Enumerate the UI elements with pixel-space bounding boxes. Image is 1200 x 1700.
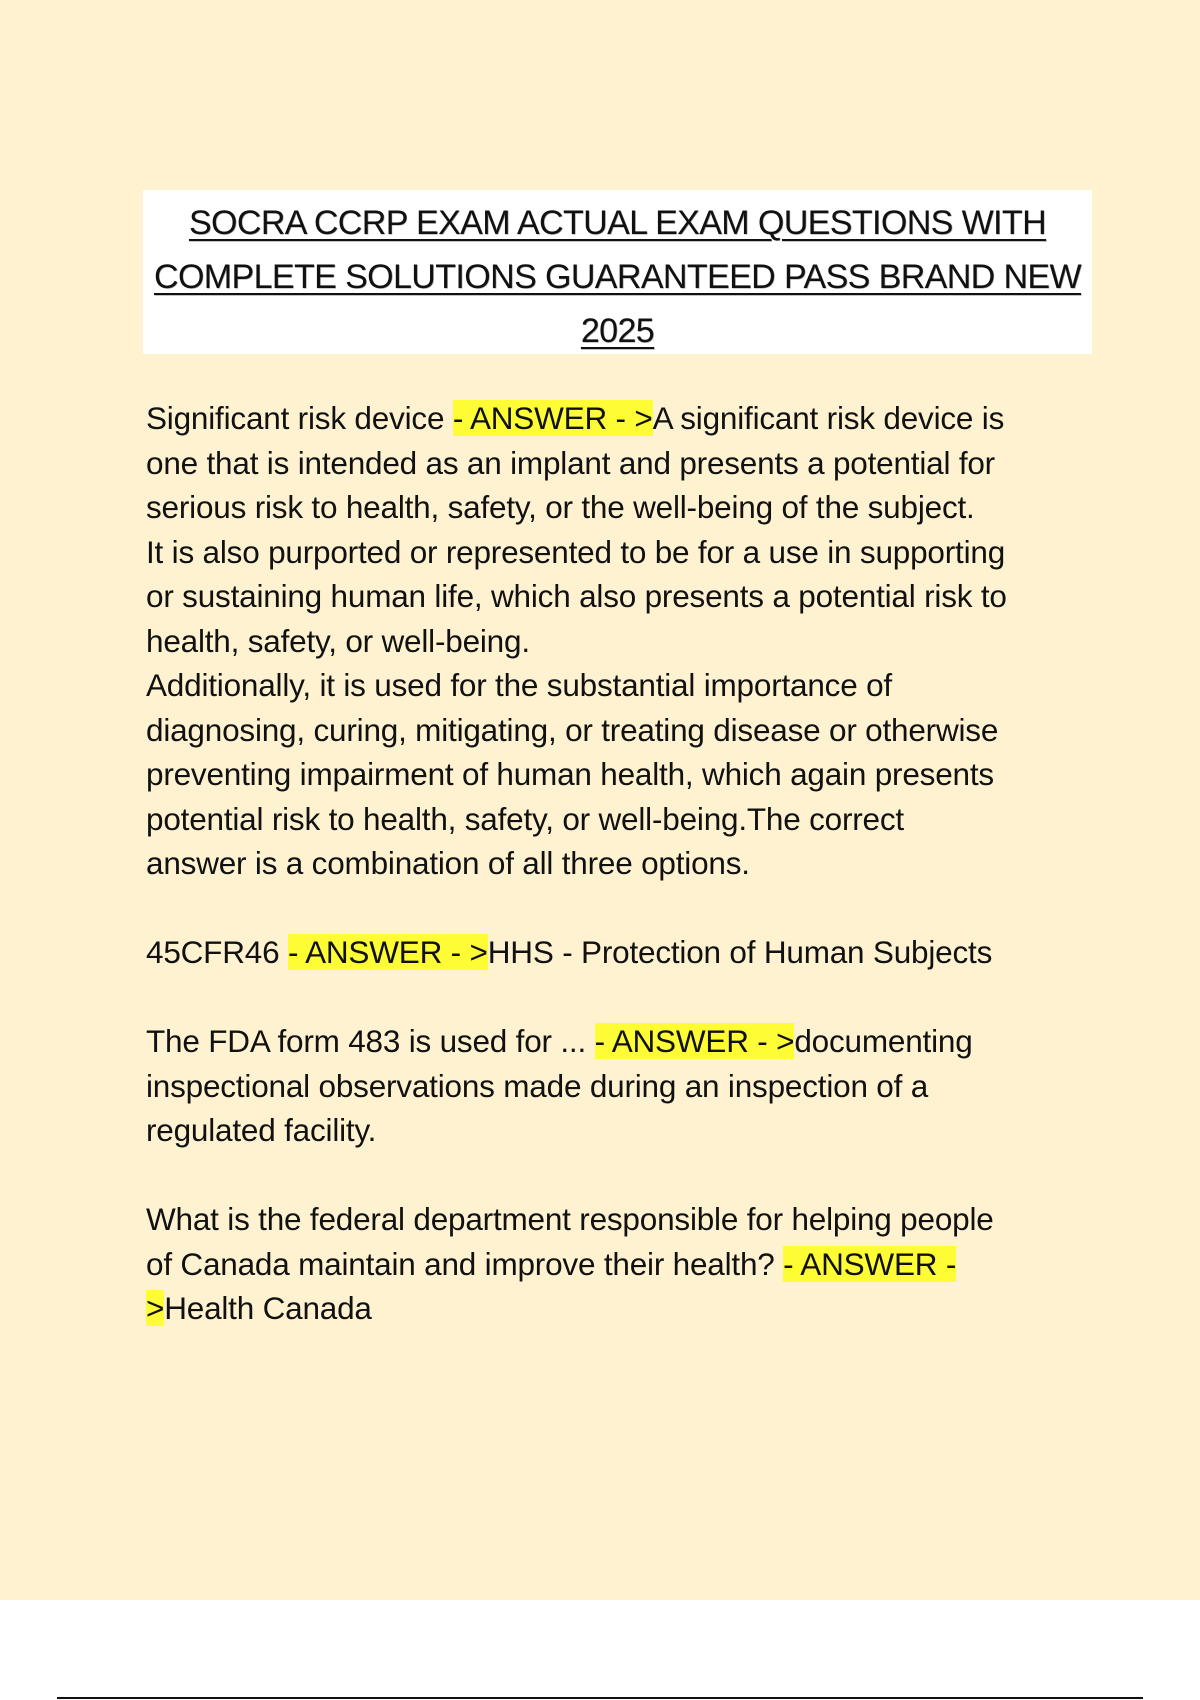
qa-text-line [146,663,1106,708]
question-text: What is the federal department responsible for helping people [146,1201,994,1237]
qa-text-line [146,485,1106,530]
qa-text-line [146,1242,1106,1287]
qa-text-line [146,396,1106,441]
answer-text: Health Canada [164,1290,372,1326]
qa-text-line [146,797,1106,842]
qa-text-line [146,841,1106,886]
qa-item [146,1197,1106,1331]
footer-divider [57,1697,1143,1699]
document-title-line-2: COMPLETE SOLUTIONS GUARANTEED PASS BRAND NEW [153,258,1081,296]
answer-text: A significant risk device is [652,400,1005,436]
question-text: The FDA form 483 is used for ... [146,1023,595,1059]
qa-text-line [146,1108,1106,1153]
qa-text-line [146,708,1106,753]
qa-text-line [146,530,1106,575]
question-text: 45CFR46 [146,934,288,970]
qa-text-line [146,1286,1106,1331]
document-title-line-1: SOCRA CCRP EXAM ACTUAL EXAM QUESTIONS WITH [188,204,1047,242]
question-text: health, safety, or well-being. [146,622,530,659]
question-text: Significant risk device [146,400,453,436]
qa-text-line [146,930,1106,975]
qa-text-line [146,1064,1106,1109]
document-title-box [143,190,1092,354]
answer-marker-highlight: - ANSWER - [783,1245,957,1282]
question-text: serious risk to health, safety, or the well-being of the subject. [146,489,975,525]
answer-marker-highlight: - ANSWER - > [287,934,488,970]
question-text: It is also purported or represented to be for a use in supporting [146,533,1006,570]
question-text: potential risk to health, safety, or well-being.The correct [146,800,904,837]
qa-item [146,1019,1106,1153]
qa-text-line [146,752,1106,797]
question-text: of Canada maintain and improve their health? [146,1245,784,1282]
qa-item [146,930,1106,975]
answer-marker-highlight: - ANSWER - > [594,1023,795,1059]
question-text: regulated facility. [146,1112,377,1148]
qa-text-line [146,619,1106,664]
answer-marker-highlight: - ANSWER - > [452,400,653,436]
question-text: one that is intended as an implant and presents a potential for [146,444,995,481]
answer-text: documenting [794,1023,973,1059]
answer-text: HHS - Protection of Human Subjects [487,934,993,970]
question-text: or sustaining human life, which also presents a potential risk to [146,578,1007,614]
question-text: preventing impairment of human health, which again presents [146,756,994,792]
answer-marker-highlight: > [146,1290,165,1326]
qa-text-line [146,1197,1106,1242]
question-text: diagnosing, curing, mitigating, or treating disease or otherwise [146,711,999,748]
question-text: answer is a combination of all three options. [146,845,750,881]
qa-text-line [146,574,1106,619]
qa-text-line [146,441,1106,486]
question-answer-list [146,396,1106,1375]
question-text: inspectional observations made during an inspection of a [146,1067,929,1104]
qa-item [146,396,1106,886]
document-title-line-3: 2025 [580,312,655,350]
qa-text-line [146,1019,1106,1064]
question-text: Additionally, it is used for the substantial importance of [146,667,892,703]
